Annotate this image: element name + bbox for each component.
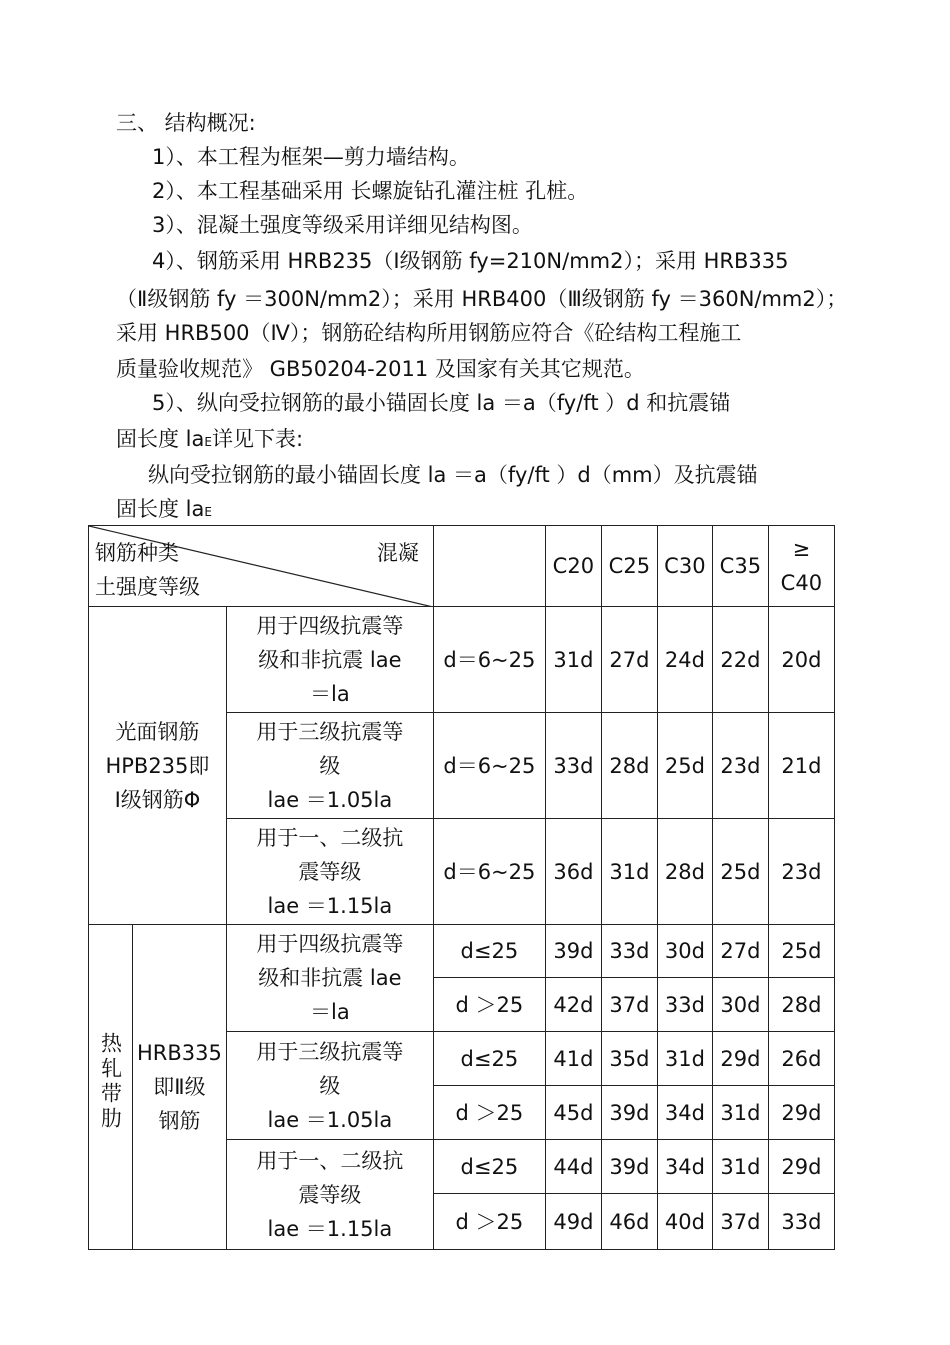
value-cell: 26d — [768, 1032, 834, 1086]
paragraph-5-tail: 详见下表: — [211, 427, 304, 451]
col-c40: ≥ C40 — [768, 526, 834, 607]
value-cell: 44d — [545, 1140, 601, 1194]
diameter-cell: d ＞25 — [433, 1194, 545, 1250]
header-rebar-type: 钢筋种类 土强度等级 — [95, 541, 200, 599]
value-cell: 31d — [712, 1140, 768, 1194]
diameter-cell: d≤25 — [433, 1140, 545, 1194]
caption-subscript-e: E — [204, 505, 212, 519]
value-cell: 25d — [712, 819, 768, 925]
value-cell: 27d — [712, 925, 768, 978]
value-cell: 30d — [712, 978, 768, 1032]
value-cell: 22d — [712, 607, 768, 713]
paragraph-1: 1）、本工程为框架—剪力墙结构。 — [152, 145, 470, 169]
paragraph-5-line-1: 5）、纵向受拉钢筋的最小锚固长度 la ＝a（fy/ft ）d 和抗震锚 — [152, 391, 731, 415]
header-blank — [433, 526, 545, 607]
paragraph-3: 3）、混凝土强度等级采用详细见结构图。 — [152, 213, 533, 237]
value-cell: 20d — [768, 607, 834, 713]
paragraph-4-line-2: （Ⅱ级钢筋 fy ＝300N/mm2）；采用 HRB400（Ⅲ级钢筋 fy ＝360N/mm2）； — [116, 287, 848, 311]
diameter-cell: d＝6~25 — [433, 819, 545, 925]
value-cell: 41d — [545, 1032, 601, 1086]
value-cell: 40d — [657, 1194, 712, 1250]
section-heading: 三、 结构概况: — [116, 111, 256, 135]
paragraph-5-text: 固长度 la — [116, 427, 205, 451]
caption-text: 固长度 la — [116, 497, 205, 521]
value-cell: 28d — [657, 819, 712, 925]
cond-cell: 用于四级抗震等 级和非抗震 lae ＝la — [226, 607, 433, 713]
value-cell: 33d — [601, 925, 657, 978]
value-cell: 25d — [657, 713, 712, 819]
header-diagonal-cell — [89, 526, 434, 607]
value-cell: 37d — [601, 978, 657, 1032]
value-cell: 31d — [545, 607, 601, 713]
cond-cell: 用于一、二级抗 震等级 lae ＝1.15la — [226, 1140, 433, 1250]
value-cell: 31d — [601, 819, 657, 925]
diameter-cell: d ＞25 — [433, 978, 545, 1032]
value-cell: 39d — [545, 925, 601, 978]
value-cell: 31d — [712, 1086, 768, 1140]
cond-cell: 用于一、二级抗 震等级 lae ＝1.15la — [226, 819, 433, 925]
value-cell: 29d — [712, 1032, 768, 1086]
table-row — [89, 925, 835, 978]
group2-label: HRB335 即Ⅱ级 钢筋 — [133, 925, 227, 1250]
value-cell: 28d — [768, 978, 834, 1032]
paragraph-4-line-3: 采用 HRB500（Ⅳ）；钢筋砼结构所用钢筋应符合《砼结构工程施工 — [116, 321, 742, 345]
col-c35: C35 — [712, 526, 768, 607]
col-c30: C30 — [657, 526, 712, 607]
cond-cell: 用于三级抗震等 级 lae ＝1.05la — [226, 713, 433, 819]
table-caption-line-2 — [116, 494, 212, 527]
value-cell: 33d — [657, 978, 712, 1032]
value-cell: 29d — [768, 1086, 834, 1140]
header-concrete: 混凝 — [376, 541, 419, 565]
col-c20: C20 — [545, 526, 601, 607]
value-cell: 21d — [768, 713, 834, 819]
diameter-cell: d＝6~25 — [433, 607, 545, 713]
value-cell: 42d — [545, 978, 601, 1032]
cond-cell: 用于四级抗震等 级和非抗震 lae ＝la — [226, 925, 433, 1032]
value-cell: 27d — [601, 607, 657, 713]
group1-label: 光面钢筋 HPB235即 Ⅰ级钢筋Φ — [89, 607, 227, 925]
value-cell: 30d — [657, 925, 712, 978]
value-cell: 23d — [712, 713, 768, 819]
subscript-e: E — [204, 435, 212, 449]
table-caption-line-1: 纵向受拉钢筋的最小锚固长度 la ＝a（fy/ft ）d（mm）及抗震锚 — [148, 463, 758, 487]
value-cell: 39d — [601, 1086, 657, 1140]
value-cell: 25d — [768, 925, 834, 978]
paragraph-5-line-2 — [116, 424, 303, 457]
value-cell: 34d — [657, 1140, 712, 1194]
value-cell: 35d — [601, 1032, 657, 1086]
value-cell: 23d — [768, 819, 834, 925]
paragraph-4-line-1: 4）、钢筋采用 HRB235（Ⅰ级钢筋 fy=210N/mm2）；采用 HRB335 — [152, 249, 789, 273]
value-cell: 46d — [601, 1194, 657, 1250]
value-cell: 24d — [657, 607, 712, 713]
anchorage-length-table — [88, 525, 835, 1250]
value-cell: 31d — [657, 1032, 712, 1086]
paragraph-2: 2）、本工程基础采用 长螺旋钻孔灌注桩 孔桩。 — [152, 179, 589, 203]
table-row — [89, 607, 835, 713]
diameter-cell: d≤25 — [433, 1032, 545, 1086]
paragraph-4-line-4: 质量验收规范》 GB50204-2011 及国家有关其它规范。 — [116, 357, 645, 381]
value-cell: 34d — [657, 1086, 712, 1140]
table-header-row — [89, 526, 835, 607]
diameter-cell: d ＞25 — [433, 1086, 545, 1140]
group2-outer-label: 热轧带肋 — [89, 925, 133, 1250]
diameter-cell: d＝6~25 — [433, 713, 545, 819]
value-cell: 28d — [601, 713, 657, 819]
value-cell: 33d — [545, 713, 601, 819]
col-c25: C25 — [601, 526, 657, 607]
value-cell: 33d — [768, 1194, 834, 1250]
value-cell: 45d — [545, 1086, 601, 1140]
value-cell: 29d — [768, 1140, 834, 1194]
value-cell: 37d — [712, 1194, 768, 1250]
cond-cell: 用于三级抗震等 级 lae ＝1.05la — [226, 1032, 433, 1140]
value-cell: 36d — [545, 819, 601, 925]
value-cell: 39d — [601, 1140, 657, 1194]
diameter-cell: d≤25 — [433, 925, 545, 978]
value-cell: 49d — [545, 1194, 601, 1250]
